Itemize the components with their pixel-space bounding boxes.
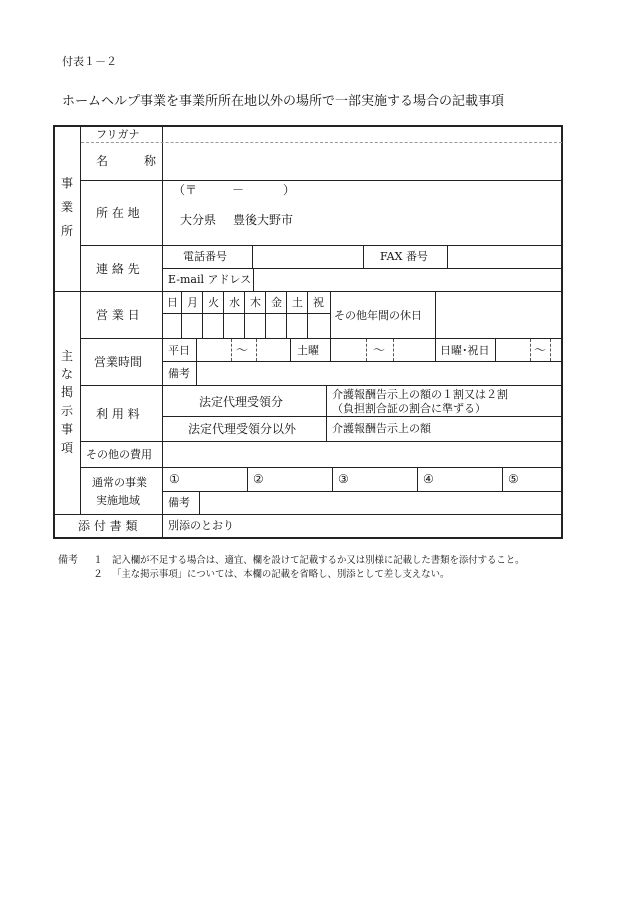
postal-open: （〒 (173, 183, 198, 197)
note-2-number: ２ (93, 569, 103, 580)
non-statutory-amount: 介護報酬告示上の額 (332, 422, 431, 435)
fax-label: FAX 番号 (380, 250, 428, 263)
attachment-number: 付表１－２ (62, 55, 117, 68)
furigana-label: フリガナ (96, 128, 140, 141)
other-holidays-label: その他年間の休日 (334, 309, 422, 322)
city: 豊後大野市 (233, 213, 294, 227)
postal-dash: － (232, 183, 245, 197)
prefecture: 大分県 (180, 213, 217, 227)
sunday-holiday-label: 日曜･祝日 (440, 344, 490, 357)
sunday-tilde: ～ (534, 343, 547, 357)
service-area-label-line2: 実施地域 (96, 494, 140, 507)
business-days-label: 営 業 日 (96, 308, 140, 322)
saturday-tilde: ～ (373, 343, 386, 357)
note-1-text: 記入欄が不足する場合は、適宜、欄を設けて記載するか又は別様に記載した書類を添付すること。 (112, 555, 525, 566)
notes-prefix: 備考 (58, 555, 78, 566)
hours-remarks-label: 備考 (168, 367, 190, 380)
name-label: 名 称 (96, 154, 157, 168)
contact-label: 連 絡 先 (96, 262, 140, 276)
non-statutory-label: 法定代理受領分以外 (188, 422, 297, 436)
postal-close: ） (283, 183, 296, 197)
other-fees-label: その他の費用 (86, 448, 152, 461)
address-label: 所 在 地 (96, 206, 140, 220)
weekday-tilde: ～ (236, 343, 249, 357)
phone-label: 電話番号 (183, 250, 227, 263)
area-remarks-label: 備考 (168, 496, 190, 509)
hours-label: 営業時間 (94, 355, 143, 369)
weekday-label: 平日 (168, 344, 190, 357)
attachments-value: 別添のとおり (168, 519, 234, 532)
saturday-label: 土曜 (297, 344, 319, 357)
statutory-amount-line1: 介護報酬告示上の額の１割又は２割 (332, 388, 508, 401)
statutory-label: 法定代理受領分 (199, 395, 284, 409)
fee-label: 利 用 料 (96, 407, 140, 421)
service-area-label-line1: 通常の事業 (92, 476, 147, 489)
statutory-amount-line2: （負担割合証の割合に準ずる） (332, 402, 486, 415)
note-2-text: 「主な掲示事項」については、本欄の記載を省略し、別添として差し支えない。 (112, 569, 450, 580)
attachments-label: 添 付 書 類 (78, 519, 138, 533)
email-label: E-mail アドレス (168, 273, 252, 286)
form-title: ホームヘルプ事業を事業所所在地以外の場所で一部実施する場合の記載事項 (62, 94, 505, 109)
note-1-number: １ (93, 555, 103, 566)
